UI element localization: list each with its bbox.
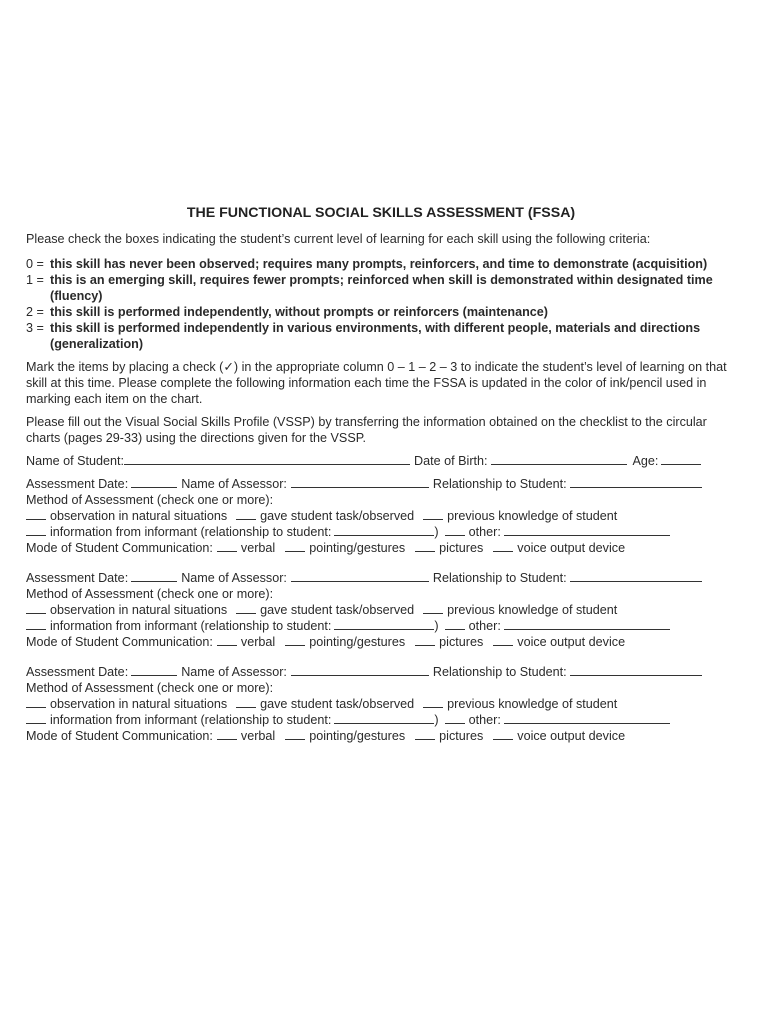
mode-label: Mode of Student Communication:	[26, 729, 213, 743]
verbal-label: verbal	[240, 541, 276, 555]
pictures-label: pictures	[439, 729, 484, 743]
student-info-row	[26, 453, 736, 469]
criteria-text: this is an emerging skill, requires fewer prompts; reinforced when skill is demonstrated within designated time (fluency)	[50, 273, 713, 303]
other-field[interactable]	[504, 712, 670, 724]
student-name-label: Name of Student:	[26, 454, 125, 468]
criteria-number: 0 =	[26, 257, 44, 271]
assessment-header-row	[26, 476, 736, 492]
voice-output-label: voice output device	[517, 635, 626, 649]
assessor-label: Name of Assessor:	[181, 665, 287, 679]
verbal-label: verbal	[240, 635, 276, 649]
page-title: THE FUNCTIONAL SOCIAL SKILLS ASSESSMENT (FSSA)	[186, 205, 576, 221]
close-paren: )	[434, 713, 439, 727]
informant-label: information from informant (relationship to student:	[50, 525, 332, 539]
pointing-label: pointing/gestures	[309, 635, 406, 649]
other-label: other:	[468, 525, 501, 539]
relationship-field[interactable]	[570, 570, 702, 582]
informant-row	[26, 712, 736, 728]
criteria-text: this skill has never been observed; requires many prompts, reinforcers, and time to demonstrate (acquisition)	[50, 257, 708, 271]
pointing-checkbox[interactable]	[285, 728, 305, 740]
communication-row	[26, 634, 736, 650]
assessor-label: Name of Assessor:	[181, 477, 287, 491]
verbal-checkbox[interactable]	[217, 728, 237, 740]
informant-checkbox[interactable]	[26, 712, 46, 724]
verbal-checkbox[interactable]	[217, 540, 237, 552]
assessment-header-row	[26, 570, 736, 586]
previous-knowledge-checkbox[interactable]	[423, 508, 443, 520]
verbal-label: verbal	[240, 729, 276, 743]
pictures-checkbox[interactable]	[415, 634, 435, 646]
informant-label: information from informant (relationship to student:	[50, 619, 332, 633]
criteria-text: this skill is performed independently in various environments, with different people, materials and directions (generalization)	[50, 321, 701, 351]
assessment-date-label: Assessment Date:	[26, 665, 129, 679]
previous-knowledge-checkbox[interactable]	[423, 696, 443, 708]
criteria-item	[26, 304, 736, 320]
pictures-checkbox[interactable]	[415, 540, 435, 552]
voice-output-label: voice output device	[517, 541, 626, 555]
method-options-row	[26, 602, 736, 618]
method-options-row	[26, 508, 736, 524]
relationship-label: Relationship to Student:	[432, 665, 567, 679]
informant-checkbox[interactable]	[26, 618, 46, 630]
relationship-field[interactable]	[570, 664, 702, 676]
previous-knowledge-label: previous knowledge of student	[447, 697, 618, 711]
criteria-number: 2 =	[26, 305, 44, 319]
other-checkbox[interactable]	[445, 618, 465, 630]
observation-label: observation in natural situations	[50, 603, 228, 617]
mode-label: Mode of Student Communication:	[26, 635, 213, 649]
voice-output-checkbox[interactable]	[493, 634, 513, 646]
informant-row	[26, 618, 736, 634]
observation-label: observation in natural situations	[50, 509, 228, 523]
instructions-vssp: Please fill out the Visual Social Skills Profile (VSSP) by transferring the information obtained on the checklist to the circular charts (pages 29-33) using the directions given for the VSSP.	[26, 415, 707, 445]
criteria-number: 3 =	[26, 321, 44, 335]
voice-output-checkbox[interactable]	[493, 540, 513, 552]
observation-checkbox[interactable]	[26, 602, 46, 614]
age-label: Age:	[632, 454, 659, 468]
assessor-field[interactable]	[291, 570, 429, 582]
method-options-row	[26, 696, 736, 712]
observation-checkbox[interactable]	[26, 696, 46, 708]
assessor-field[interactable]	[291, 476, 429, 488]
assessment-block-3	[26, 664, 736, 744]
pointing-label: pointing/gestures	[309, 541, 406, 555]
communication-row	[26, 540, 736, 556]
close-paren: )	[434, 619, 439, 633]
dob-field[interactable]	[491, 453, 627, 465]
relationship-label: Relationship to Student:	[432, 571, 567, 585]
method-label: Method of Assessment (check one or more):	[26, 587, 274, 601]
voice-output-checkbox[interactable]	[493, 728, 513, 740]
voice-output-label: voice output device	[517, 729, 626, 743]
assessment-block-1	[26, 476, 736, 556]
assessment-date-field[interactable]	[131, 664, 177, 676]
communication-row	[26, 728, 736, 744]
previous-knowledge-label: previous knowledge of student	[447, 509, 618, 523]
assessment-date-field[interactable]	[131, 570, 177, 582]
observation-checkbox[interactable]	[26, 508, 46, 520]
intro-text: Please check the boxes indicating the student’s current level of learning for each skill using the following criteria:	[26, 232, 651, 246]
criteria-item	[26, 256, 736, 272]
informant-relationship-field[interactable]	[334, 524, 434, 536]
gave-task-checkbox[interactable]	[236, 696, 256, 708]
assessment-date-label: Assessment Date:	[26, 571, 129, 585]
gave-task-label: gave student task/observed	[260, 509, 415, 523]
other-field[interactable]	[504, 618, 670, 630]
close-paren: )	[434, 525, 439, 539]
assessment-header-row	[26, 664, 736, 680]
fssa-form	[26, 204, 736, 744]
gave-task-label: gave student task/observed	[260, 697, 415, 711]
age-field[interactable]	[661, 453, 701, 465]
informant-label: information from informant (relationship to student:	[50, 713, 332, 727]
assessment-date-label: Assessment Date:	[26, 477, 129, 491]
assessment-date-field[interactable]	[131, 476, 177, 488]
instructions-check: Mark the items by placing a check (✓) in the appropriate column 0 – 1 – 2 – 3 to indicate the student’s level of learning on that skill at this time. Please complete the following information each time the FSSA is updated in the color of ink/pencil used in marking each item on the chart.	[26, 360, 727, 406]
previous-knowledge-checkbox[interactable]	[423, 602, 443, 614]
dob-label: Date of Birth:	[414, 454, 488, 468]
gave-task-checkbox[interactable]	[236, 508, 256, 520]
criteria-item	[26, 320, 736, 352]
pictures-label: pictures	[439, 541, 484, 555]
informant-row	[26, 524, 736, 540]
assessor-label: Name of Assessor:	[181, 571, 287, 585]
pictures-checkbox[interactable]	[415, 728, 435, 740]
criteria-item	[26, 272, 736, 304]
other-checkbox[interactable]	[445, 524, 465, 536]
other-field[interactable]	[504, 524, 670, 536]
relationship-label: Relationship to Student:	[432, 477, 567, 491]
other-label: other:	[468, 713, 501, 727]
previous-knowledge-label: previous knowledge of student	[447, 603, 618, 617]
gave-task-label: gave student task/observed	[260, 603, 415, 617]
informant-relationship-field[interactable]	[334, 712, 434, 724]
informant-relationship-field[interactable]	[334, 618, 434, 630]
other-label: other:	[468, 619, 501, 633]
criteria-list	[26, 256, 736, 352]
method-label: Method of Assessment (check one or more):	[26, 681, 274, 695]
student-name-field[interactable]	[124, 453, 410, 465]
criteria-text: this skill is performed independently, without prompts or reinforcers (maintenance)	[50, 305, 548, 319]
gave-task-checkbox[interactable]	[236, 602, 256, 614]
observation-label: observation in natural situations	[50, 697, 228, 711]
assessor-field[interactable]	[291, 664, 429, 676]
other-checkbox[interactable]	[445, 712, 465, 724]
relationship-field[interactable]	[570, 476, 702, 488]
mode-label: Mode of Student Communication:	[26, 541, 213, 555]
pictures-label: pictures	[439, 635, 484, 649]
criteria-number: 1 =	[26, 273, 44, 287]
assessment-block-2	[26, 570, 736, 650]
method-label: Method of Assessment (check one or more):	[26, 493, 274, 507]
verbal-checkbox[interactable]	[217, 634, 237, 646]
informant-checkbox[interactable]	[26, 524, 46, 536]
pointing-label: pointing/gestures	[309, 729, 406, 743]
pointing-checkbox[interactable]	[285, 634, 305, 646]
pointing-checkbox[interactable]	[285, 540, 305, 552]
